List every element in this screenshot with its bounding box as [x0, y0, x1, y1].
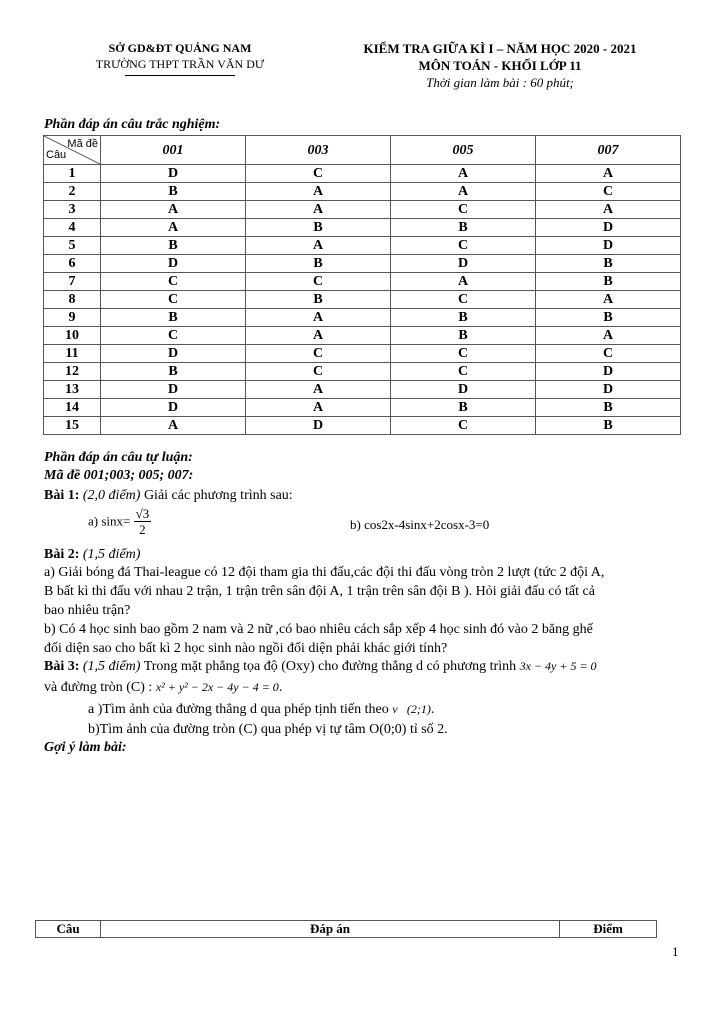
answer-cell: C [246, 165, 391, 183]
bai1-part-a [88, 506, 151, 537]
answer-cell: A [391, 273, 536, 291]
bai2-a-line1: a) Giải bóng đá Thai-league có 12 đội tham gia thi đấu,các đội thi đấu vòng tròn 2 lượt (tức 2 đội A, [44, 565, 605, 580]
answer-cell: A [246, 183, 391, 201]
mc-row [44, 363, 681, 381]
question-number: 13 [44, 381, 101, 399]
bai2-b-line2: đối diện sao cho bất kì 2 học sinh nào ngồi đối diện phải khác giới tính? [44, 641, 448, 656]
bai1-part-b: b) cos2x-4sinx+2cosx-3=0 [350, 517, 490, 532]
page-number: 1 [672, 944, 679, 959]
header-underline [125, 75, 235, 76]
question-number: 15 [44, 417, 101, 435]
answer-cell: C [391, 201, 536, 219]
answer-key-table [35, 920, 657, 938]
bai3-a-text: a )Tìm ảnh của đường thẳng d qua phép tịnh tiến theo [88, 702, 389, 717]
answer-cell: D [101, 345, 246, 363]
answer-cell: D [101, 255, 246, 273]
answer-cell: A [101, 417, 246, 435]
bai1-header [44, 486, 684, 505]
question-number: 5 [44, 237, 101, 255]
bai1-points: (2,0 điểm) [82, 488, 141, 503]
answer-cell: B [101, 237, 246, 255]
mc-row [44, 219, 681, 237]
hint-title: Gợi ý làm bài: [44, 740, 127, 755]
circle-equation: x² + y² − 2x − 4y − 4 = 0 [155, 680, 279, 694]
answer-cell: D [536, 363, 681, 381]
mc-row [44, 291, 681, 309]
code-header: 003 [246, 136, 391, 165]
question-number: 10 [44, 327, 101, 345]
mc-row [44, 345, 681, 363]
mc-row [44, 201, 681, 219]
answer-cell: A [246, 201, 391, 219]
bai3-line2: và đường tròn (C) : x² + y² − 2x − 4y − 4 = 0. [44, 680, 283, 695]
answer-cell: C [391, 417, 536, 435]
school-name: TRƯỜNG THPT TRẦN VĂN DƯ [95, 57, 265, 71]
answer-cell: C [246, 363, 391, 381]
bai2-label: Bài 2: [44, 547, 80, 562]
answer-key-header [36, 921, 657, 938]
line-equation: 3x − 4y + 5 = 0 [519, 659, 597, 673]
col-question: Câu [36, 921, 101, 938]
question-number: 4 [44, 219, 101, 237]
bai2-a-line3: bao nhiêu trận? [44, 603, 131, 618]
answer-cell: B [536, 417, 681, 435]
corner-cell [44, 136, 101, 165]
question-number: 8 [44, 291, 101, 309]
exam-subject: MÔN TOÁN - KHỐI LỚP 11 [418, 58, 582, 73]
mc-row [44, 165, 681, 183]
answer-cell: A [246, 399, 391, 417]
answer-cell: C [391, 237, 536, 255]
answer-cell: B [391, 327, 536, 345]
corner-code-label: Mã đề [67, 138, 98, 150]
mc-row [44, 381, 681, 399]
answer-cell: C [391, 345, 536, 363]
bai3-part-a: a )Tìm ảnh của đường thẳng d qua phép tịnh tiến theo v⃗(2;1). [88, 702, 435, 717]
answer-cell: C [391, 363, 536, 381]
bai3-line1 [44, 657, 684, 676]
mc-row [44, 255, 681, 273]
mc-row [44, 399, 681, 417]
answer-cell: B [391, 219, 536, 237]
col-answer: Đáp án [101, 921, 560, 938]
answer-cell: B [246, 291, 391, 309]
mc-answer-table [43, 135, 681, 435]
bai2-b-line1: b) Có 4 học sinh bao gồm 2 nam và 2 nữ ,có bao nhiêu cách sắp xếp 4 học sinh đó vào 2 băng ghế [44, 622, 593, 637]
school-header [60, 40, 300, 76]
mc-row [44, 309, 681, 327]
answer-cell: C [246, 345, 391, 363]
answer-cell: C [246, 273, 391, 291]
mc-section-title: Phần đáp án câu trắc nghiệm: [44, 117, 221, 132]
answer-cell: C [536, 345, 681, 363]
bai1-a-prefix: a) sinx= [88, 513, 131, 529]
answer-cell: A [391, 165, 536, 183]
answer-cell: D [391, 255, 536, 273]
answer-cell: D [101, 381, 246, 399]
answer-cell: A [246, 381, 391, 399]
answer-cell: B [391, 399, 536, 417]
answer-cell: B [536, 255, 681, 273]
answer-cell: C [101, 273, 246, 291]
answer-cell: A [101, 201, 246, 219]
answer-cell: B [536, 273, 681, 291]
question-number: 2 [44, 183, 101, 201]
answer-cell: A [536, 327, 681, 345]
essay-section-title: Phần đáp án câu tự luận: [44, 450, 193, 465]
bai2-a-line2: B bất kì thi đấu với nhau 2 trận, 1 trận trên sân đội A, 1 trận trên sân đội B ). Hỏi giải đấu có tất cả [44, 584, 595, 599]
answer-cell: D [101, 399, 246, 417]
mc-row [44, 237, 681, 255]
answer-cell: A [246, 237, 391, 255]
answer-cell: B [101, 309, 246, 327]
department-name: SỞ GD&ĐT QUẢNG NAM [108, 41, 252, 55]
question-number: 9 [44, 309, 101, 327]
bai1-text: Giải các phương trình sau: [143, 488, 293, 503]
code-header: 001 [101, 136, 246, 165]
answer-cell: D [101, 165, 246, 183]
question-number: 14 [44, 399, 101, 417]
code-header: 005 [391, 136, 536, 165]
answer-cell: C [391, 291, 536, 309]
bai2-points: (1,5 điểm) [82, 547, 141, 562]
bai3-part-b: b)Tìm ảnh của đường tròn (C) qua phép vị tự tâm O(0;0) tỉ số 2. [88, 722, 448, 737]
fraction-numerator: √3 [135, 506, 150, 521]
bai1-label: Bài 1: [44, 488, 80, 503]
answer-cell: A [536, 201, 681, 219]
question-number: 12 [44, 363, 101, 381]
exam-header [330, 40, 670, 91]
bai3-label: Bài 3: [44, 659, 80, 674]
answer-cell: B [101, 183, 246, 201]
answer-cell: D [391, 381, 536, 399]
bai3-circle-text: và đường tròn (C) : [44, 680, 153, 695]
essay-codes: Mã đề 001;003; 005; 007: [44, 468, 194, 483]
answer-cell: D [536, 237, 681, 255]
question-number: 1 [44, 165, 101, 183]
answer-cell: B [536, 399, 681, 417]
corner-question-label: Câu [46, 149, 67, 161]
answer-cell: A [246, 309, 391, 327]
mc-row [44, 183, 681, 201]
col-score: Điểm [560, 921, 657, 938]
mc-row [44, 327, 681, 345]
question-number: 3 [44, 201, 101, 219]
answer-cell: B [246, 255, 391, 273]
answer-cell: A [391, 183, 536, 201]
answer-cell: D [536, 219, 681, 237]
bai3-points: (1,5 điểm) [82, 659, 141, 674]
mc-row [44, 417, 681, 435]
vector-v: v⃗(2;1) [392, 702, 431, 716]
answer-cell: B [536, 309, 681, 327]
exam-title: KIỂM TRA GIỮA KÌ I – NĂM HỌC 2020 - 2021 [363, 41, 637, 56]
answer-cell: A [246, 327, 391, 345]
question-number: 6 [44, 255, 101, 273]
answer-cell: A [536, 165, 681, 183]
mc-row [44, 273, 681, 291]
answer-cell: B [391, 309, 536, 327]
answer-cell: D [246, 417, 391, 435]
code-header: 007 [536, 136, 681, 165]
answer-cell: B [246, 219, 391, 237]
answer-cell: A [101, 219, 246, 237]
answer-cell: C [101, 291, 246, 309]
mc-table-header [44, 136, 681, 165]
fraction-denominator: 2 [139, 522, 146, 537]
exam-duration: Thời gian làm bài : 60 phút; [426, 75, 574, 90]
answer-cell: C [536, 183, 681, 201]
question-number: 7 [44, 273, 101, 291]
bai3-text: Trong mặt phẳng tọa độ (Oxy) cho đường thẳng d có phương trình [143, 659, 517, 674]
bai2-header [44, 545, 684, 564]
answer-cell: B [101, 363, 246, 381]
answer-cell: C [101, 327, 246, 345]
question-number: 11 [44, 345, 101, 363]
answer-cell: D [536, 381, 681, 399]
answer-cell: A [536, 291, 681, 309]
bai1-a-fraction [134, 506, 152, 537]
